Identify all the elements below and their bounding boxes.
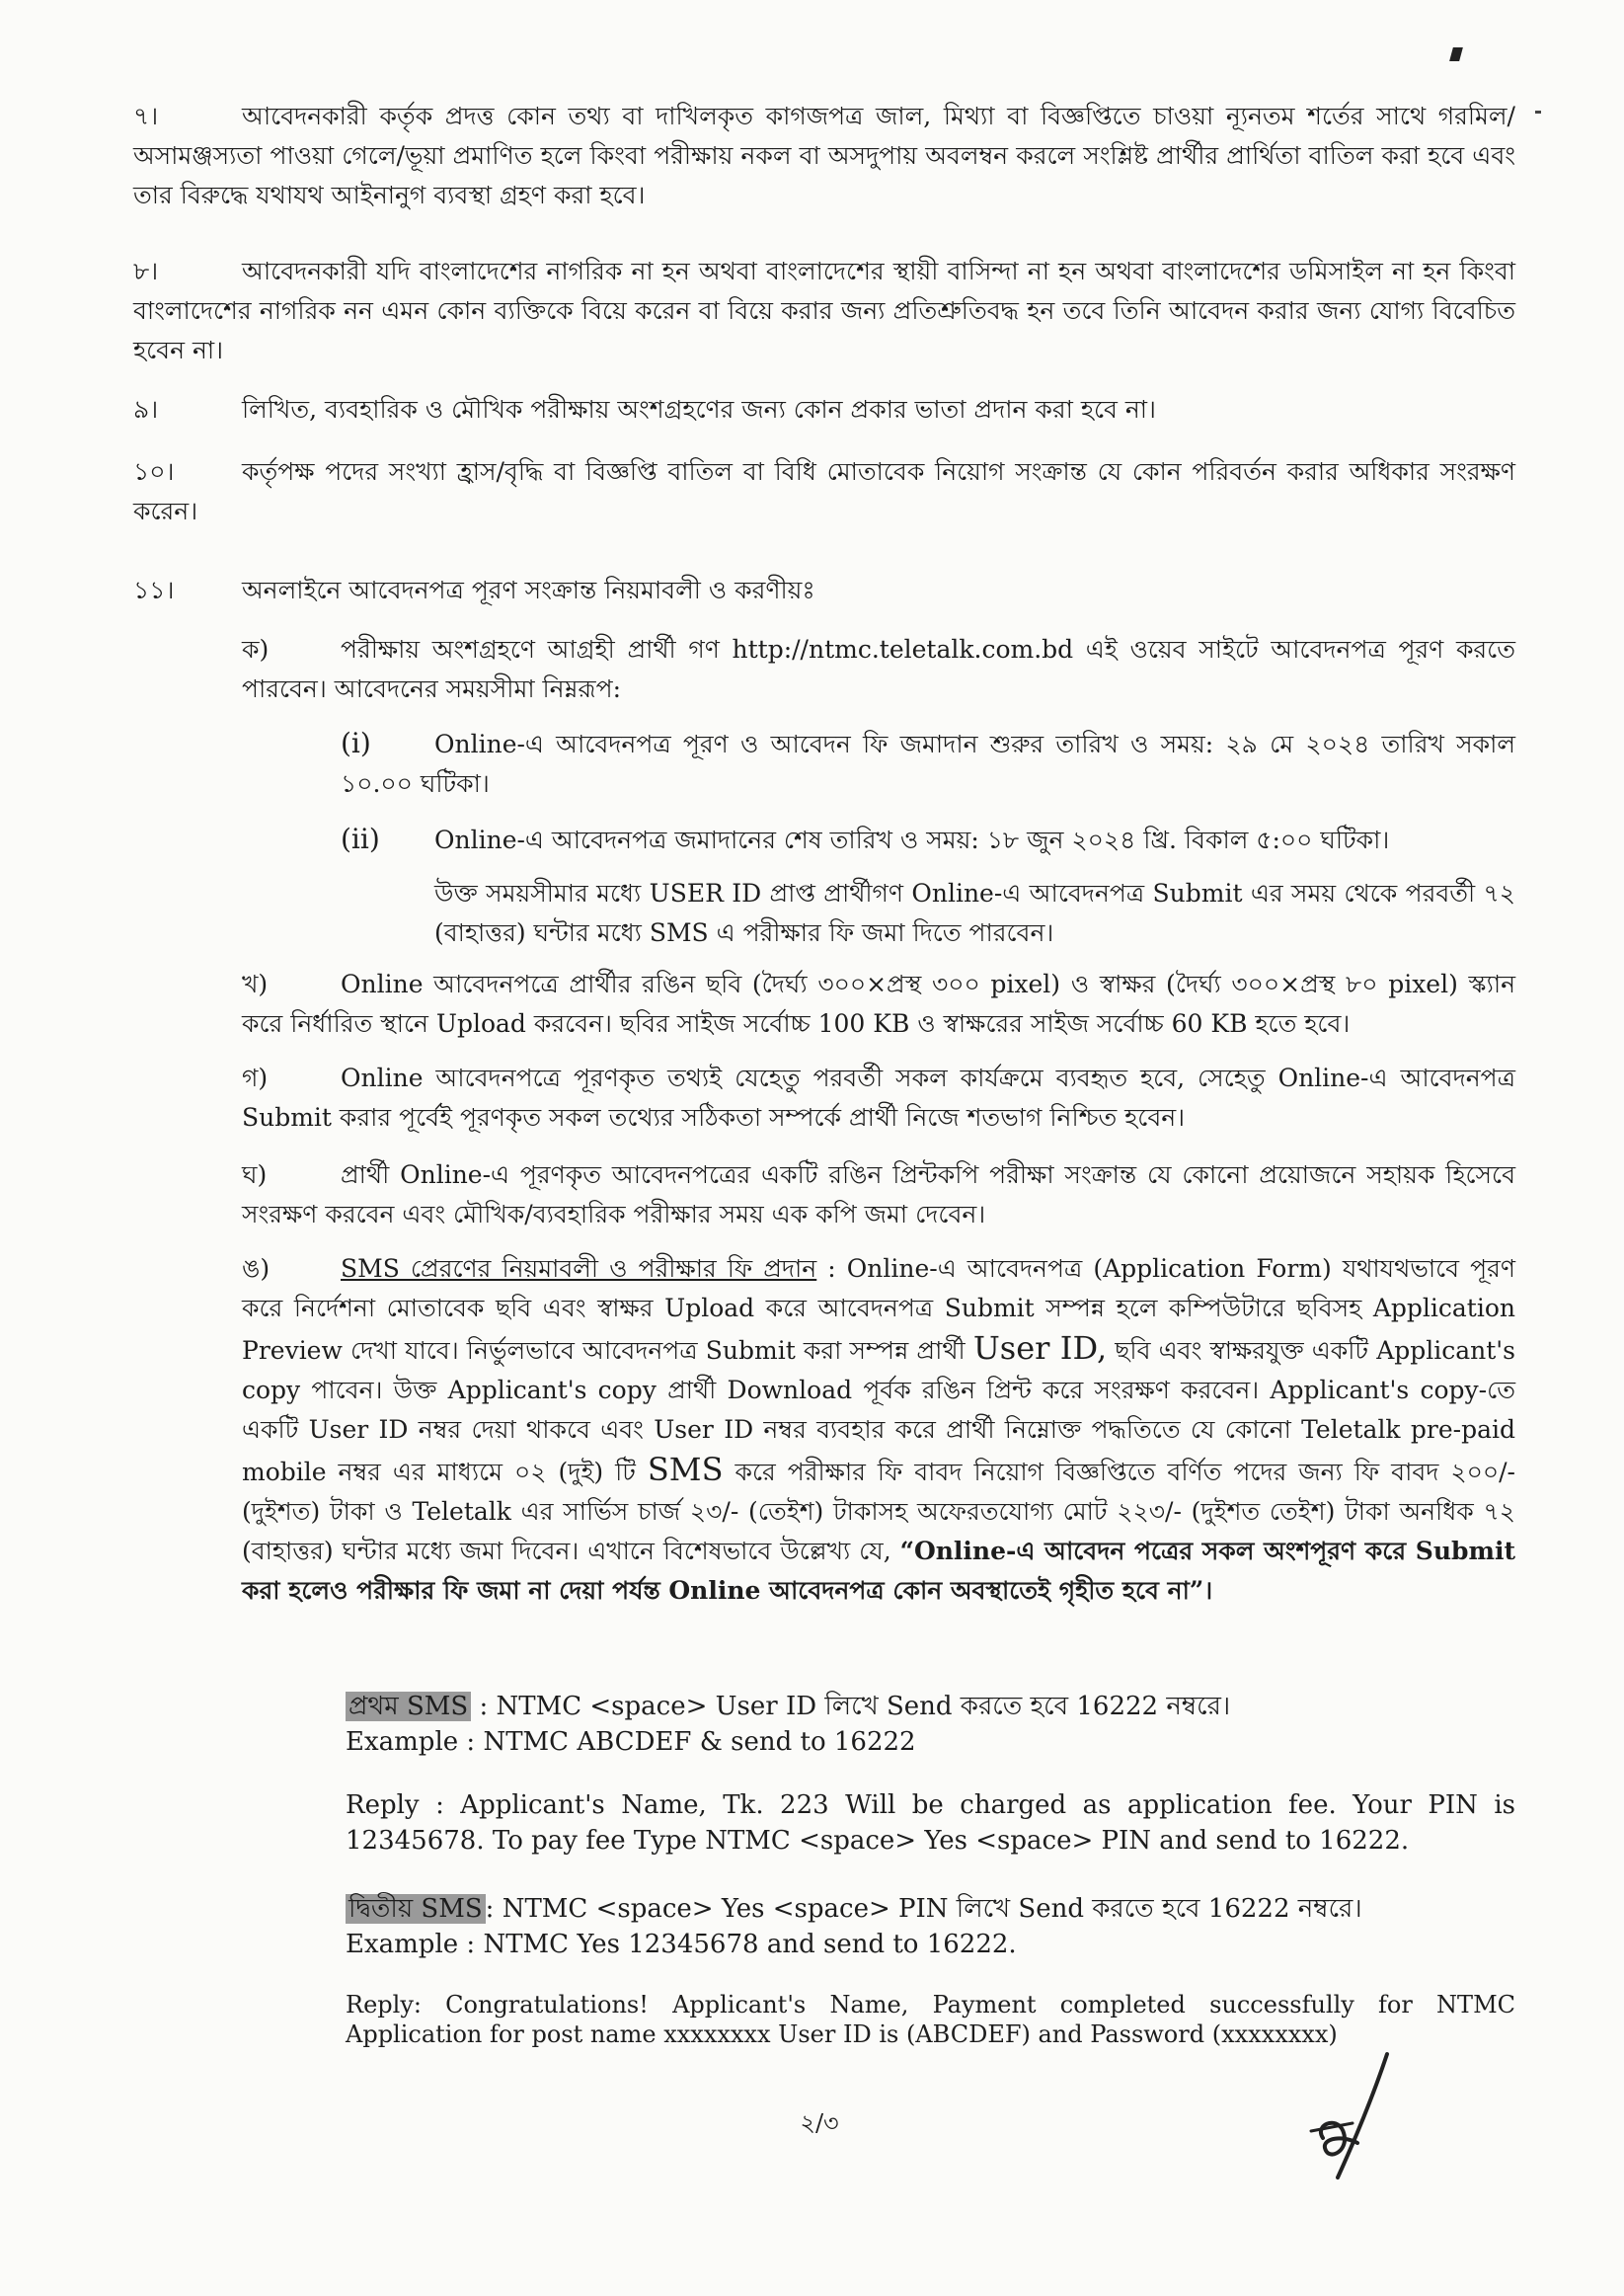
sub-item-i [341,724,1515,804]
sub-text: Online আবেদনপত্রে পূরণকৃত তথ্যই যেহেতু পরবর্তী সকল কার্যক্রমে ব্যবহৃত হবে, সেহেতু Online-এ আবেদনপত্র Submit করার পূর্বেই পূরণকৃত সকল তথ্যের সঠিকতা সম্পর্কে প্রার্থী নিজে শতভাগ নিশ্চিত হবেন। [242,1064,1515,1132]
item-number: ৭। [133,102,159,130]
sub-text: পরীক্ষায় অংশগ্রহণে আগ্রহী প্রার্থী গণ http://ntmc.teletalk.com.bd এই ওয়েব সাইটে আবেদনপত্র পূরণ করতে পারবেন। আবেদনের সময়সীমা নিম্নরূপ: [242,635,1515,703]
item-10 [133,452,1515,531]
sub-item-kha [242,965,1515,1044]
item-text: আবেদনকারী যদি বাংলাদেশের নাগরিক না হন অথবা বাংলাদেশের স্থায়ী বাসিন্দা না হন অথবা বাংলাদেশের ডমিসাইল না হন কিংবা বাংলাদেশের নাগরিক নন এমন কোন ব্যক্তিকে বিয়ে করেন বা বিয়ে করার জন্য প্রতিশ্রুতিবদ্ধ হন তবে তিনি আবেদন করার জন্য যোগ্য বিবেচিত হবেন না। [133,257,1515,364]
sub-text: Online আবেদনপত্রে প্রার্থীর রঙিন ছবি (দৈর্ঘ্য ৩০০×প্রস্থ ৩০০ pixel) ও স্বাক্ষর (দৈর্ঘ্য ৩০০×প্রস্থ ৮০ pixel) স্ক্যান করে নির্ধারিত স্থানে Upload করবেন। ছবির সাইজ সর্বোচ্চ 100 KB ও স্বাক্ষরের সাইজ সর্বোচ্চ 60 KB হতে হবে। [242,970,1515,1038]
sub-text: প্রার্থী Online-এ পূরণকৃত আবেদনপত্রের একটি রঙিন প্রিন্টকপি পরীক্ষা সংক্রান্ত যে কোনো প্রয়োজনে সহায়ক হিসেবে সংরক্ষণ করবেন এবং মৌখিক/ব্যবহারিক পরীক্ষার সময় এক কপি জমা দেবেন। [242,1160,1515,1228]
second-reply-block [346,1990,1515,2049]
item-number: ৮। [133,257,159,285]
second-sms-instruction: : NTMC <space> Yes <space> PIN লিখে Send করতে হবে 16222 নম্বরে। [485,1894,1362,1924]
sub-item-ii [341,820,1515,860]
page-number: ২/৩ [800,2109,839,2137]
reply-label: Reply [346,1790,420,1820]
second-sms-example: : NTMC Yes 12345678 and send to 16222. [458,1930,1017,1959]
first-sms-tag: প্রথম SMS [346,1692,471,1721]
roman-label: (i) [341,727,371,759]
sub-text: ছবি এবং স্বাক্ষরযুক্ত একটি Applicant's copy পাবেন। উক্ত Applicant's copy প্রার্থী Download পূর্বক রঙিন প্রিন্ট করে সংরক্ষণ করবেন। Applicant's copy-তে একটি User ID নম্বর দেয়া থাকবে এবং User ID নম্বর ব্যবহার করে প্রার্থী নিম্নোক্ত পদ্ধতিতে যে কোনো Teletalk pre-paid mobile নম্বর এর মাধ্যমে ০২ (দুই) টি [242,1336,1516,1486]
first-sms-block [346,1689,1515,1760]
user-id-emphasis: User ID, [972,1329,1108,1367]
sub-note: উক্ত সময়সীমার মধ্যে USER ID প্রাপ্ত প্রার্থীগণ Online-এ আবেদনপত্র Submit এর সময় থেকে পরবর্তী ৭২ (বাহাত্তর) ঘন্টার মধ্যে SMS এ পরীক্ষার ফি জমা দিতে পারবেন। [434,879,1515,947]
sub-text: : Online-এ আবেদনপত্র (Application Form) যথাযথভাবে পূরণ করে নির্দেশনা মোতাবেক ছবি এবং স্বাক্ষর Upload করে আবেদনপত্র Submit সম্পন্ন হলে কম্পিউটারে ছবিসহ Application Preview দেখা যাবে। নির্ভুলভাবে আবেদনপত্র Submit করা সম্পন্ন প্রার্থী [242,1254,1515,1365]
second-sms-block [346,1891,1515,1962]
item-8 [133,252,1515,370]
item-9 [133,390,1515,430]
roman-label: (ii) [341,823,380,855]
margin-dot [1535,111,1541,114]
item-text: লিখিত, ব্যবহারিক ও মৌখিক পরীক্ষায় অংশগ্রহণের জন্য কোন প্রকার ভাতা প্রদান করা হবে না। [242,395,1156,424]
first-sms-instruction: : NTMC <space> User ID লিখে Send করতে হবে 16222 নম্বরে। [471,1692,1231,1721]
signature [1283,2044,1431,2192]
second-sms-tag: দ্বিতীয় SMS [346,1894,486,1924]
sms-rules-heading: SMS প্রেরণের নিয়মাবলী ও পরীক্ষার ফি প্রদান [341,1254,817,1283]
sub-label: খ) [242,970,269,998]
item-number: ১০। [133,457,175,486]
important-note: “Online-এ আবেদন পত্রের সকল অংশপূরণ করে Submit করা হলেও পরীক্ষার ফি জমা না দেয়া পর্যন্ত Online আবেদনপত্র কোন অবস্থাতেই গৃহীত হবে না”। [242,1537,1515,1605]
sub-label: ঙ) [242,1254,271,1283]
sub-text: করে পরীক্ষার ফি বাবদ নিয়োগ বিজ্ঞপ্তিতে বর্ণিত পদের জন্য ফি বাবদ ২০০/- (দুইশত) টাকা ও Teletalk এর সার্ভিস চার্জ ২৩/- (তেইশ) টাকাসহ অফেরতযোগ্য মোট ২২৩/- (দুইশত তেইশ) টাকা অনধিক ৭২ (বাহাত্তর) ঘন্টার মধ্যে জমা দিবেন। এখানে বিশেষভাবে উল্লেখ্য যে, [242,1458,1515,1565]
sub-text: Online-এ আবেদনপত্র জমাদানের শেষ তারিখ ও সময়: ১৮ জুন ২০২৪ খ্রি. বিকাল ৫:০০ ঘটিকা। [434,826,1390,854]
item-text: কর্তৃপক্ষ পদের সংখ্যা হ্রাস/বৃদ্ধি বা বিজ্ঞপ্তি বাতিল বা বিধি মোতাবেক নিয়োগ সংক্রান্ত যে কোন পরিবর্তন করার অধিকার সংরক্ষণ করেন। [133,457,1515,525]
second-reply-text: Reply: Congratulations! Applicant's Name, Payment completed successfully for NTMC Application for post name xxxxxxxx User ID is (ABCDEF) and Password (xxxxxxxx) [346,1991,1515,2048]
sms-emphasis: SMS [647,1451,724,1488]
sub-label: গ) [242,1064,269,1092]
sub-item-ka [242,630,1515,709]
item-number: ১১। [133,576,175,604]
sub-label: ক) [242,635,270,664]
item-7 [133,97,1515,215]
first-reply-block [346,1787,1515,1859]
sub-item-gha [242,1155,1515,1234]
item-11 [133,571,1515,610]
sub-text: Online-এ আবেদনপত্র পূরণ ও আবেদন ফি জমাদান শুরুর তারিখ ও সময়: ২৯ মে ২০২৪ তারিখ সকাল ১০.০০ ঘটিকা। [341,730,1515,798]
sub-item-ga [242,1059,1515,1138]
corner-mark [1449,47,1463,61]
item-text: আবেদনকারী কর্তৃক প্রদত্ত কোন তথ্য বা দাখিলকৃত কাগজপত্র জাল, মিথ্যা বা বিজ্ঞপ্তিতে চাওয়া ন্যূনতম শর্তের সাথে গরমিল/অসামঞ্জস্যতা পাওয়া গেলে/ভূয়া প্রমাণিত হলে কিংবা পরীক্ষায় নকল বা অসদুপায় অবলম্বন করলে সংশ্লিষ্ট প্রার্থীর প্রার্থিতা বাতিল করা হবে এবং তার বিরুদ্ধে যথাযথ আইনানুগ ব্যবস্থা গ্রহণ করা হবে। [133,102,1515,209]
sub-label: ঘ) [242,1160,268,1189]
sub-item-uma [242,1249,1515,1611]
first-reply-text: : Applicant's Name, Tk. 223 Will be charged as application fee. Your PIN is 12345678. To pay fee Type NTMC <space> Yes <space> PIN and send to 16222. [346,1790,1515,1856]
example-label: Example [346,1727,459,1757]
example-label: Example [346,1930,459,1959]
first-sms-example: : NTMC ABCDEF & send to 16222 [458,1727,916,1757]
item-text: অনলাইনে আবেদনপত্র পূরণ সংক্রান্ত নিয়মাবলী ও করণীয়ঃ [242,576,815,604]
item-number: ৯। [133,395,159,424]
